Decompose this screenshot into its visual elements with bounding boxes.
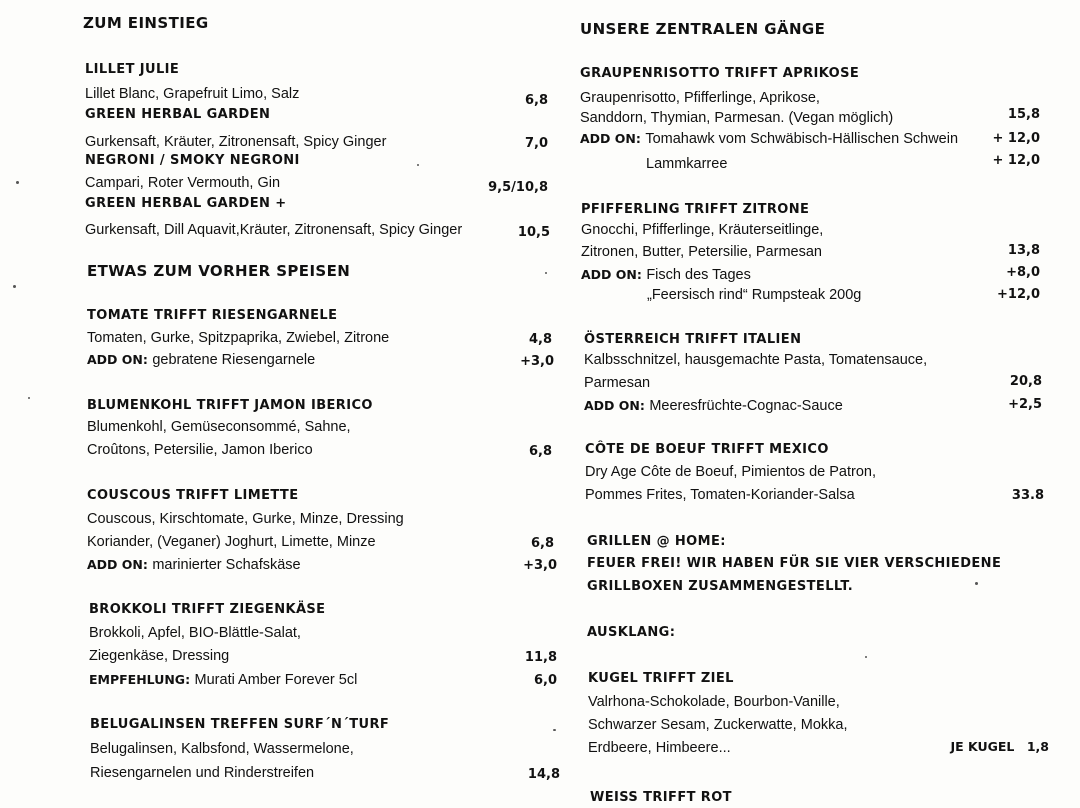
dish-name-weiss: WEISS TRIFFT ROT [590, 790, 732, 805]
dish-desc-kugel-1: Valrhona-Schokolade, Bourbon-Vanille, [588, 694, 840, 710]
dish-name-green-herbal: GREEN HERBAL GARDEN [85, 107, 271, 122]
addon-label: ADD ON: [584, 398, 645, 413]
dish-desc-oesterreich-1: Kalbsschnitzel, hausgemachte Pasta, Tomatensauce, [584, 352, 928, 368]
dish-desc-pfifferling-1: Gnocchi, Pfifferlinge, Kräuterseitlinge, [581, 222, 824, 238]
addon-label: ADD ON: [87, 352, 148, 367]
addon-price-oesterreich: +2,5 [1008, 397, 1042, 412]
price-tomate: 4,8 [528, 332, 552, 347]
scan-speck [545, 272, 547, 274]
dish-name-brokkoli: BROKKOLI TRIFFT ZIEGENKÄSE [89, 602, 326, 617]
recommendation-price-brokkoli: 6,0 [533, 673, 557, 688]
unit-label: JE KUGEL [950, 739, 1015, 754]
addon-oesterreich [584, 398, 843, 414]
dish-desc-brokkoli-2: Ziegenkäse, Dressing [89, 648, 230, 664]
dish-name-cote: CÔTE DE BOEUF TRIFFT MEXICO [585, 442, 829, 457]
dish-desc-beluga-1: Belugalinsen, Kalbsfond, Wassermelone, [90, 741, 354, 757]
grillen-line-2: GRILLBOXEN ZUSAMMENGESTELLT. [587, 579, 854, 594]
grillen-line-1: FEUER FREI! WIR HABEN FÜR SIE VIER VERSCHIEDENE [587, 556, 1002, 571]
addon-text: Fisch des Tages [646, 267, 751, 283]
dish-name-couscous: COUSCOUS TRIFFT LIMETTE [87, 488, 299, 503]
dish-desc-green-herbal-plus: Gurkensaft, Dill Aquavit,Kräuter, Zitronensaft, Spicy Ginger [85, 222, 463, 238]
dish-desc-green-herbal: Gurkensaft, Kräuter, Zitronensaft, Spicy Ginger [85, 134, 387, 150]
dish-desc-tomate: Tomaten, Gurke, Spitzpaprika, Zwiebel, Zitrone [87, 330, 390, 346]
price-oesterreich: 20,8 [1009, 374, 1042, 389]
price-brokkoli: 11,8 [524, 650, 557, 665]
dish-desc-cote-2: Pommes Frites, Tomaten-Koriander-Salsa [585, 487, 855, 503]
price-blumenkohl: 6,8 [528, 444, 552, 459]
price-pfifferling: 13,8 [1007, 243, 1040, 258]
price-couscous: 6,8 [530, 536, 554, 551]
addon-couscous [87, 557, 301, 573]
addon-text-pfifferling-2: „Feersisch rind“ Rumpsteak 200g [647, 287, 862, 303]
price-green-herbal-plus: 10,5 [517, 225, 550, 240]
dish-desc-couscous-2: Koriander, (Veganer) Joghurt, Limette, Minze [87, 534, 376, 550]
scan-speck [28, 397, 30, 399]
dish-name-kugel: KUGEL TRIFFT ZIEL [588, 671, 734, 686]
dish-name-beluga: BELUGALINSEN TREFFEN SURF´N´TURF [90, 717, 390, 732]
addon-price-couscous: +3,0 [523, 558, 557, 573]
dish-desc-brokkoli-1: Brokkoli, Apfel, BIO-Blättle-Salat, [89, 625, 301, 641]
dish-name-risotto: GRAUPENRISOTTO TRIFFT APRIKOSE [580, 66, 860, 81]
dish-desc-risotto-1: Graupenrisotto, Pfifferlinge, Aprikose, [580, 90, 820, 106]
addon-text: gebratene Riesengarnele [152, 352, 316, 368]
addon-price-tomate: +3,0 [520, 354, 554, 369]
scan-speck [417, 164, 419, 166]
dish-name-tomate: TOMATE TRIFFT RIESENGARNELE [87, 308, 338, 323]
recommendation-label: EMPFEHLUNG: [89, 672, 191, 687]
addon-label: ADD ON: [580, 131, 641, 146]
dish-desc-oesterreich-2: Parmesan [584, 375, 651, 391]
addon-price-pfifferling-1: +8,0 [1006, 265, 1040, 280]
dish-desc-lillet: Lillet Blanc, Grapefruit Limo, Salz [85, 86, 300, 102]
dish-desc-blumenkohl-2: Croûtons, Petersilie, Jamon Iberico [87, 442, 313, 458]
addon-text: Tomahawk vom Schwäbisch-Hällischen Schwein [645, 131, 959, 147]
addon-label: ADD ON: [581, 267, 642, 282]
scan-speck [13, 285, 16, 288]
dish-desc-kugel-3: Erdbeere, Himbeere... [588, 740, 731, 756]
price-negroni: 9,5/10,8 [488, 180, 548, 195]
dish-desc-risotto-2: Sanddorn, Thymian, Parmesan. (Vegan möglich) [580, 110, 894, 126]
section-title-vorher: ETWAS ZUM VORHER SPEISEN [87, 262, 351, 280]
price-green-herbal: 7,0 [524, 136, 548, 151]
addon-risotto-1 [580, 131, 958, 147]
addon-price-pfifferling-2: +12,0 [997, 287, 1040, 302]
price-cote: 33.8 [1011, 488, 1044, 503]
scan-speck [16, 181, 19, 184]
addon-text: marinierter Schafskäse [152, 557, 301, 573]
dish-desc-beluga-2: Riesengarnelen und Rinderstreifen [90, 765, 315, 781]
dish-desc-blumenkohl-1: Blumenkohl, Gemüseconsommé, Sahne, [87, 419, 351, 435]
dish-name-green-herbal-plus: GREEN HERBAL GARDEN + [85, 196, 287, 211]
dish-desc-cote-1: Dry Age Côte de Boeuf, Pimientos de Patron, [585, 464, 876, 480]
scan-speck [865, 656, 867, 658]
price-beluga: 14,8 [527, 767, 560, 782]
dish-desc-couscous-1: Couscous, Kirschtomate, Gurke, Minze, Dressing [87, 511, 404, 527]
dish-name-pfifferling: PFIFFERLING TRIFFT ZITRONE [581, 202, 810, 217]
section-title-zentrale-gaenge: UNSERE ZENTRALEN GÄNGE [580, 20, 826, 38]
addon-pfifferling-1 [581, 267, 751, 283]
recommendation-text: Murati Amber Forever 5cl [194, 672, 358, 688]
addon-text-risotto-2: Lammkarree [646, 156, 728, 172]
dish-name-lillet: LILLET JULIE [85, 62, 180, 77]
dish-desc-pfifferling-2: Zitronen, Butter, Petersilie, Parmesan [581, 244, 822, 260]
addon-tomate [87, 352, 315, 368]
price-lillet: 6,8 [524, 93, 548, 108]
grillen-title: GRILLEN @ HOME: [587, 534, 726, 549]
dish-desc-negroni: Campari, Roter Vermouth, Gin [85, 175, 281, 191]
scan-speck [975, 582, 978, 585]
addon-price-risotto-1: + 12,0 [992, 131, 1040, 146]
dish-name-oesterreich: ÖSTERREICH TRIFFT ITALIEN [584, 332, 802, 347]
addon-label: ADD ON: [87, 557, 148, 572]
recommendation-brokkoli [89, 672, 357, 688]
section-title-ausklang: AUSKLANG: [587, 625, 676, 640]
addon-text: Meeresfrüchte-Cognac-Sauce [649, 398, 843, 414]
kugel-price-line [950, 739, 1049, 755]
price-risotto: 15,8 [1007, 107, 1040, 122]
dish-desc-kugel-2: Schwarzer Sesam, Zuckerwatte, Mokka, [588, 717, 848, 733]
section-title-einstieg: ZUM EINSTIEG [83, 14, 209, 32]
price-kugel: 1,8 [1026, 739, 1049, 754]
dish-name-blumenkohl: BLUMENKOHL TRIFFT JAMON IBERICO [87, 398, 373, 413]
scan-speck [553, 729, 556, 731]
addon-price-risotto-2: + 12,0 [992, 153, 1040, 168]
dish-name-negroni: NEGRONI / SMOKY NEGRONI [85, 153, 300, 168]
